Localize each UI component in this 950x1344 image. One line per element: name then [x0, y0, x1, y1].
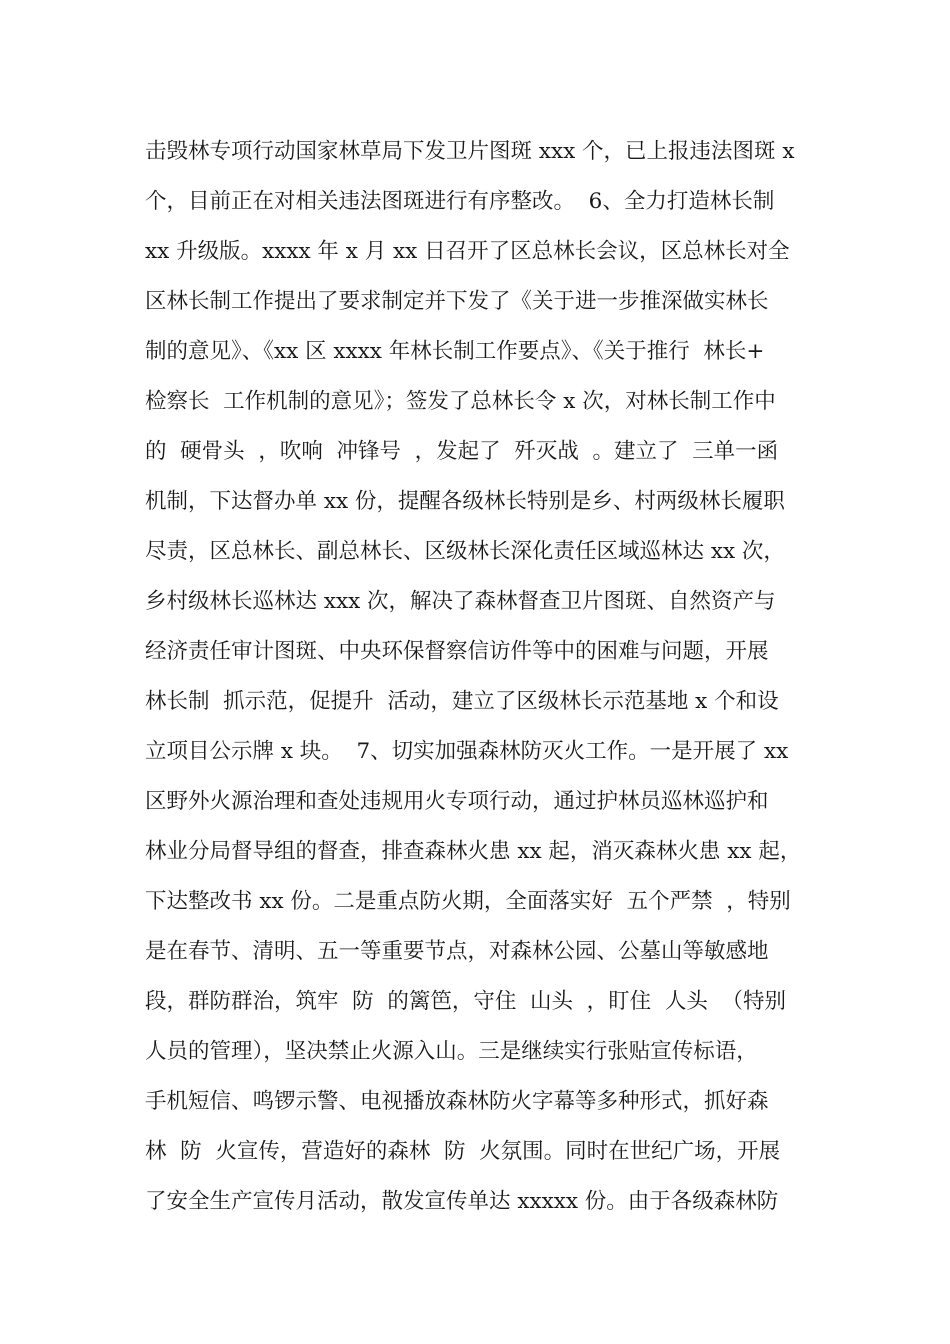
text-line: 是在春节、清明、五一等重要节点，对森林公园、公墓山等敏感地	[145, 939, 769, 964]
text-line: 制的意见》、《xx 区 xxxx 年林长制工作要点》、《关于推行 林长+	[145, 339, 765, 364]
text-line: 的 硬骨头 ，吹响 冲锋号 ，发起了 歼灭战 。建立了 三单一函	[145, 439, 779, 464]
text-line: 尽责，区总林长、副总林长、区级林长深化责任区域巡林达 xx 次，	[145, 539, 785, 564]
text-line: 立项目公示牌 x 块。 7、切实加强森林防灭火工作。一是开展了 xx	[145, 739, 789, 764]
text-line: 林长制 抓示范，促提升 活动，建立了区级林长示范基地 x 个和设	[145, 689, 779, 714]
text-line: xx 升级版。xxxx 年 x 月 xx 日召开了区总林长会议，区总林长对全	[145, 239, 790, 264]
text-line: 下达整改书 xx 份。二是重点防火期，全面落实好 五个严禁 ，特别	[145, 889, 791, 914]
text-line: 经济责任审计图斑、中央环保督察信访件等中的困难与问题，开展	[145, 639, 769, 664]
text-line: 区野外火源治理和查处违规用火专项行动，通过护林员巡林巡护和	[145, 789, 769, 814]
text-line: 个，目前正在对相关违法图斑进行有序整改。 6、全力打造林长制	[145, 189, 775, 214]
text-line: 段，群防群治，筑牢 防 的篱笆，守住 山头 ，盯住 人头 （特别	[145, 989, 787, 1014]
text-line: 区林长制工作提出了要求制定并下发了《关于进一步推深做实林长	[145, 289, 769, 314]
text-line: 机制，下达督办单 xx 份，提醒各级林长特别是乡、村两级林长履职	[145, 489, 785, 514]
text-line: 乡村级林长巡林达 xxx 次，解决了森林督查卫片图斑、自然资产与	[145, 589, 776, 614]
text-line: 检察长 工作机制的意见》；签发了总林长令 x 次，对林长制工作中	[145, 389, 776, 414]
text-line: 了安全生产宣传月活动，散发宣传单达 xxxxx 份。由于各级森林防	[145, 1189, 779, 1214]
text-line: 击毁林专项行动国家林草局下发卫片图斑 xxx 个，已上报违法图斑 x	[145, 139, 795, 164]
text-line: 手机短信、鸣锣示警、电视播放森林防火字幕等多种形式，抓好森	[145, 1089, 769, 1114]
text-line: 林 防 火宣传，营造好的森林 防 火氛围。同时在世纪广场，开展	[145, 1139, 781, 1164]
text-line: 人员的管理），坚决禁止火源入山。三是继续实行张贴宣传标语，	[145, 1039, 758, 1064]
text-line: 林业分局督导组的督查，排查森林火患 xx 起，消灭森林火患 xx 起，	[145, 839, 802, 864]
